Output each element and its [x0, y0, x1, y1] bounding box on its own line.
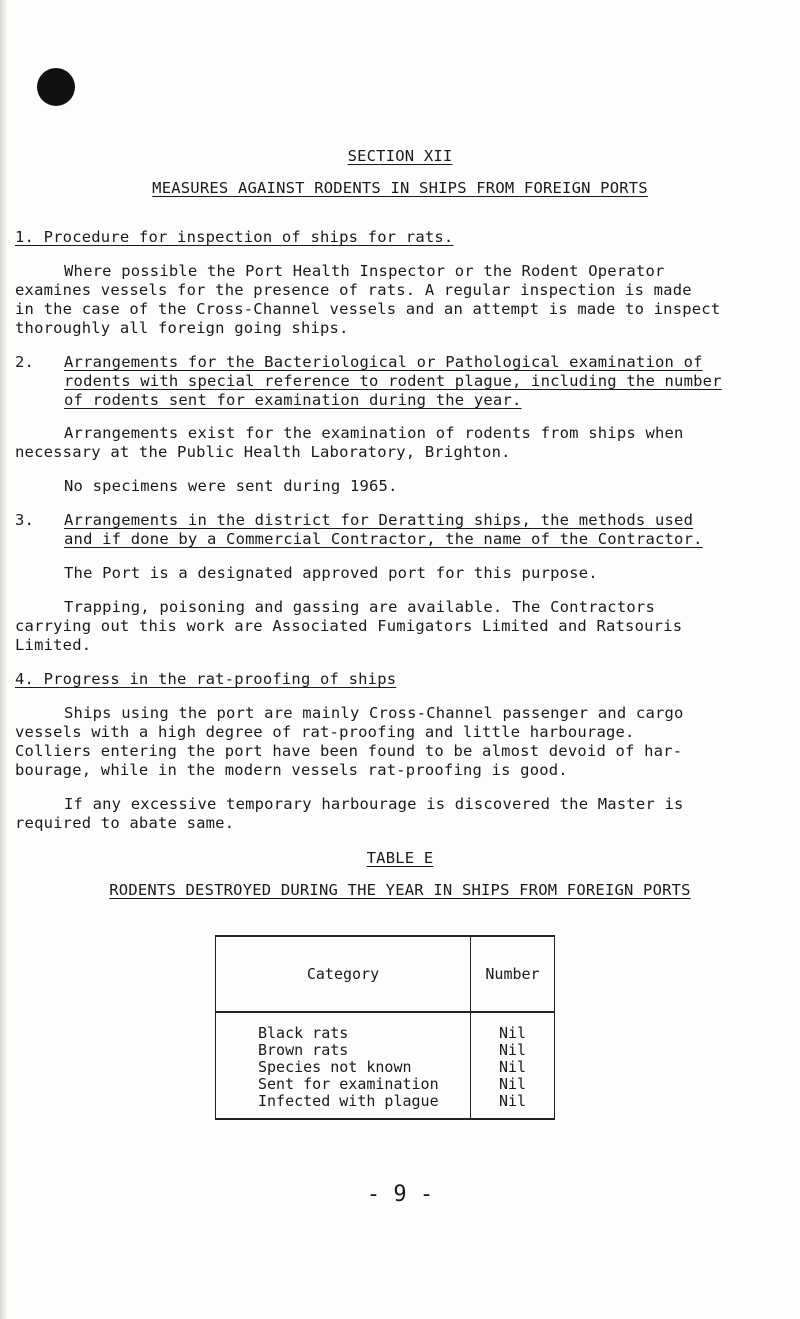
s1-line: examines vessels for the presence of rats. A regular inspection is made	[15, 281, 692, 299]
column-header-number: Number	[471, 936, 555, 1012]
s3-heading-line: and if done by a Commercial Contractor, the name of the Contractor.	[64, 530, 703, 548]
table-row-number: Nil	[498, 1092, 527, 1110]
s1-line: thoroughly all foreign going ships.	[15, 319, 349, 337]
s2-heading-line: Arrangements for the Bacteriological or Pathological examination of	[64, 353, 703, 371]
s3-para-line: carrying out this work are Associated Fumigators Limited and Ratsouris	[15, 617, 683, 635]
s2-para-line: necessary at the Public Health Laboratory, Brighton.	[15, 443, 511, 461]
s3-para-line: Limited.	[15, 636, 92, 654]
s3-para-line: Trapping, poisoning and gassing are available. The Contractors	[64, 598, 655, 616]
table-row-category: Brown rats	[258, 1041, 349, 1059]
table-row-category: Infected with plague	[258, 1092, 439, 1110]
s4-para-line: Ships using the port are mainly Cross-Channel passenger and cargo	[64, 704, 684, 722]
s2-para-line: Arrangements exist for the examination of rodents from ships when	[64, 424, 684, 442]
s1-heading: 1. Procedure for inspection of ships for rats.	[15, 228, 454, 246]
s1-line: Where possible the Port Health Inspector or the Rodent Operator	[64, 262, 665, 280]
table-body	[216, 1012, 555, 1119]
s4-para-line: If any excessive temporary harbourage is discovered the Master is	[64, 795, 684, 813]
punch-hole	[37, 68, 75, 106]
table-row-number: Nil	[498, 1058, 527, 1076]
main-heading: MEASURES AGAINST RODENTS IN SHIPS FROM FOREIGN PORTS	[152, 179, 648, 197]
s2-number: 2.	[15, 353, 35, 371]
table-row-category: Black rats	[258, 1024, 349, 1042]
table-row-number: Nil	[498, 1041, 527, 1059]
s3-para-line: The Port is a designated approved port for this purpose.	[64, 564, 598, 582]
s3-number: 3.	[15, 511, 35, 529]
s2-heading-line: of rodents sent for examination during the year.	[64, 391, 522, 409]
s4-para-line: Colliers entering the port have been found to be almost devoid of har-	[15, 742, 683, 760]
table-label: TABLE E	[366, 849, 434, 867]
s4-para-line: required to abate same.	[15, 814, 235, 832]
s1-line: in the case of the Cross-Channel vessels and an attempt is made to inspect	[15, 300, 721, 318]
number-cell	[471, 1012, 555, 1119]
s2-para-line: No specimens were sent during 1965.	[64, 477, 398, 495]
rodents-table	[215, 935, 555, 1120]
table-header-row	[216, 936, 555, 1012]
category-cell	[216, 1012, 471, 1119]
table-row-category: Sent for examination	[258, 1075, 439, 1093]
s4-para-line: bourage, while in the modern vessels rat-proofing is good.	[15, 761, 568, 779]
s3-heading-line: Arrangements in the district for Deratting ships, the methods used	[64, 511, 694, 529]
table-row-number: Nil	[498, 1024, 527, 1042]
table-row-category: Species not known	[258, 1058, 412, 1076]
section-title: SECTION XII	[347, 147, 453, 165]
page-number: - 9 -	[366, 1182, 434, 1207]
s2-heading-line: rodents with special reference to rodent plague, including the number	[64, 372, 722, 390]
s4-heading: 4. Progress in the rat-proofing of ships	[15, 670, 397, 688]
table-title: RODENTS DESTROYED DURING THE YEAR IN SHIPS FROM FOREIGN PORTS	[109, 881, 691, 899]
table-row-number: Nil	[498, 1075, 527, 1093]
column-header-category: Category	[216, 936, 471, 1012]
s4-para-line: vessels with a high degree of rat-proofing and little harbourage.	[15, 723, 635, 741]
